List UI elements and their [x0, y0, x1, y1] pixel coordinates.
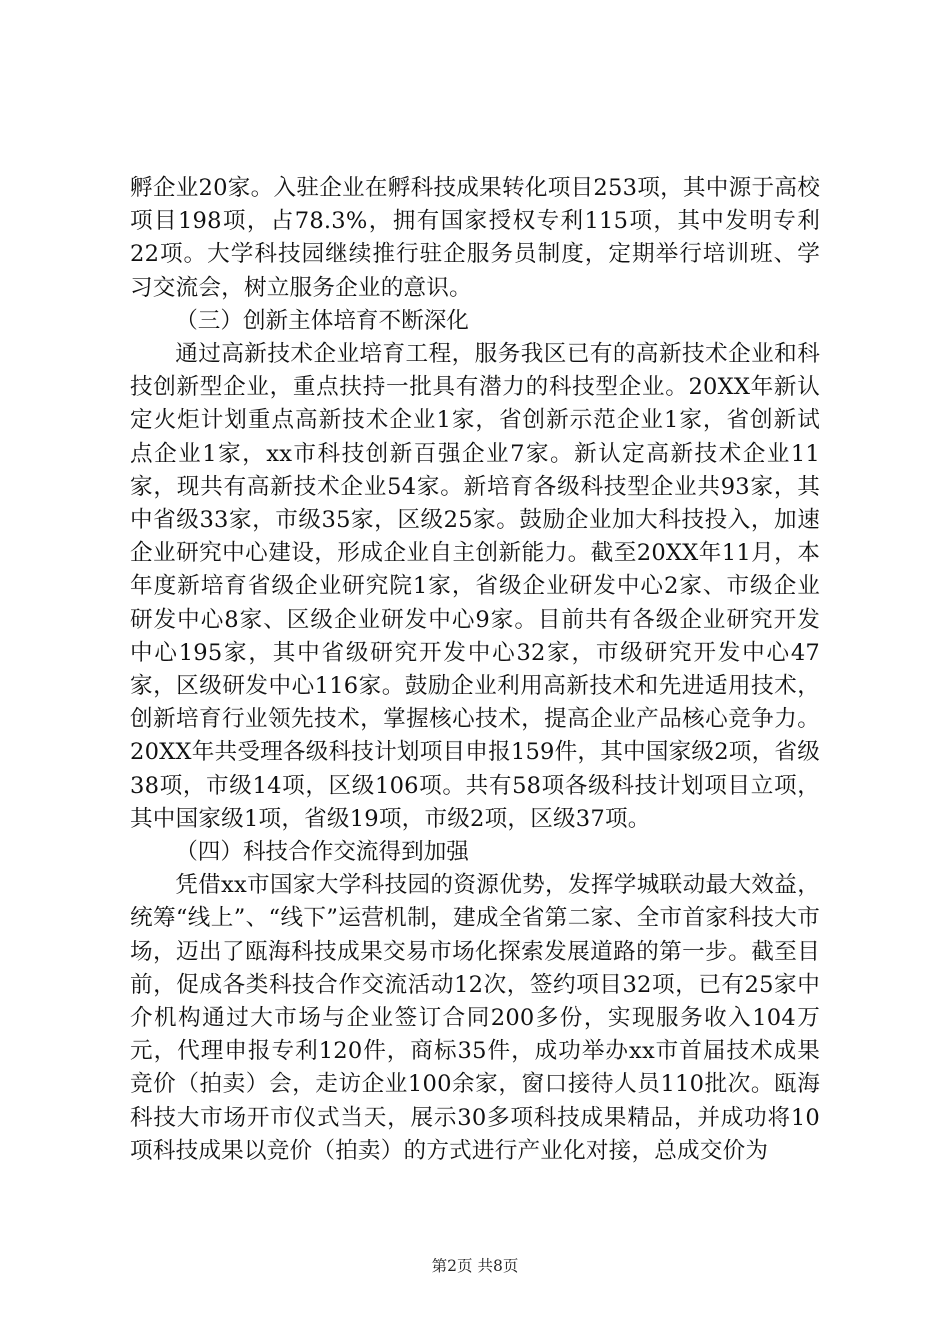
paragraph-innovation-subjects: 通过高新技术企业培育工程，服务我区已有的高新技术企业和科技创新型企业，重点扶持一批具有潜力的科技型企业。20XX年新认定火炬计划重点高新技术企业1家，省创新示范企业1家，省创新试点企业1家，xx市科技创新百强企业7家。新认定高新技术企业11家，现共有高新技术企业54家。新培育各级科技型企业共93家，其中省级33家，市级35家，区级25家。鼓励企业加大科技投入，加速企业研究中心建设，形成企业自主创新能力。截至20XX年11月，本年度新培育省级企业研究院1家，省级企业研发中心2家、市级企业研发中心8家、区级企业研发中心9家。目前共有各级企业研究开发中心195家，其中省级研究开发中心32家，市级研究开发中心47家，区级研发中心116家。鼓励企业利用高新技术和先进适用技术，创新培育行业领先技术，掌握核心技术，提高企业产品核心竞争力。20XX年共受理各级科技计划项目申报159件，其中国家级2项，省级38项，市级14项，区级106项。共有58项各级科技计划项目立项，其中国家级1项，省级19项，市级2项，区级37项。 [130, 341, 820, 832]
page-footer: 第2页 共8页 [431, 1257, 519, 1275]
paragraph-incubation: 孵企业20家。入驻企业在孵科技成果转化项目253项，其中源于高校项目198项，占78.3%，拥有国家授权专利115项，其中发明专利22项。大学科技园继续推行驻企服务员制度，定期举行培训班、学习交流会，树立服务企业的意识。 [130, 175, 820, 301]
section-heading-4: （四）科技合作交流得到加强 [175, 839, 469, 866]
section-heading-3: （三）创新主体培育不断深化 [175, 307, 469, 334]
document-body [130, 172, 820, 1168]
paragraph-cooperation: 凭借xx市国家大学科技园的资源优势，发挥学城联动最大效益，统筹“线上”、“线下”运营机制，建成全省第二家、全市首家科技大市场，迈出了瓯海科技成果交易市场化探索发展道路的第一步。截至目前，促成各类科技合作交流活动12次，签约项目32项，已有25家中介机构通过大市场与企业签订合同200多份，实现服务收入104万元，代理申报专利120件，商标35件，成功举办xx市首届技术成果竞价（拍卖）会，走访企业100余家，窗口接待人员110批次。瓯海科技大市场开市仪式当天，展示30多项科技成果精品，并成功将10项科技成果以竞价（拍卖）的方式进行产业化对接，总成交价为 [130, 872, 820, 1164]
